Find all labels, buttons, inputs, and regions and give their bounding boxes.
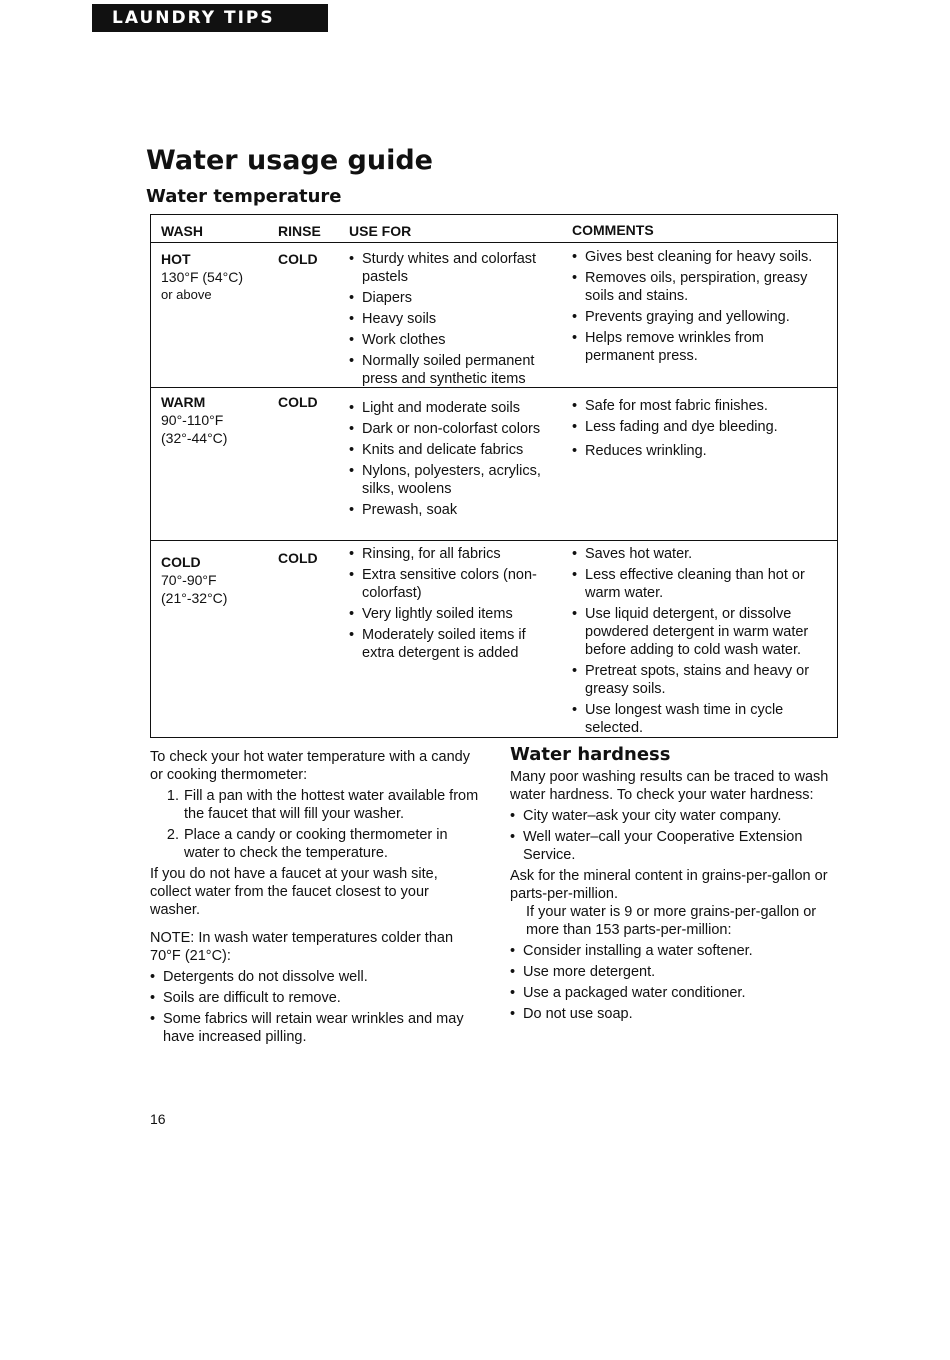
list-item: • Very lightly soiled items (349, 605, 561, 623)
list-item: • Safe for most fabric finishes. (572, 397, 834, 415)
list-item: • Nylons, polyesters, acrylics, silks, woolens (349, 462, 559, 498)
header-use-for: USE FOR (349, 223, 412, 239)
use-for-list (349, 250, 559, 391)
page-title: Water usage guide (146, 145, 433, 176)
table-row-hot-wash (161, 250, 271, 304)
list-item: • Dark or non-colorfast colors (349, 420, 559, 438)
wash-temp-f: 90°-110°F (161, 412, 224, 428)
table-divider (151, 387, 837, 388)
intro-text: Many poor washing results can be traced to wash water hardness. To check your water hardness: (510, 769, 829, 803)
list-item: • Soils are difficult to remove. (150, 989, 480, 1007)
comments-list (572, 397, 834, 463)
table-divider (151, 540, 837, 541)
list-item: • Prewash, soak (349, 501, 559, 519)
wash-temp-f: 70°-90°F (161, 572, 217, 588)
use-for-list (349, 399, 559, 522)
list-item: • City water–ask your city water company. (510, 807, 840, 825)
list-item: • Moderately soiled items if extra detergent is added (349, 626, 561, 662)
note-text: NOTE: In wash water temperatures colder than 70°F (21°C): (150, 930, 454, 964)
list-item: • Use longest wash time in cycle selected. (572, 701, 834, 737)
wash-temp-c: (21°-32°C) (161, 590, 228, 606)
list-item: • Rinsing, for all fabrics (349, 545, 561, 563)
list-item: • Diapers (349, 289, 559, 307)
note-bullets (150, 968, 480, 1046)
list-item: • Prevents graying and yellowing. (572, 308, 834, 326)
table-row-cold-wash (161, 553, 271, 607)
water-temperature-table (150, 214, 838, 738)
condition-text: If your water is 9 or more grains-per-gallon or more than 153 parts-per-million: (526, 904, 817, 938)
list-item: • Extra sensitive colors (non-colorfast) (349, 566, 561, 602)
list-item: • Gives best cleaning for heavy soils. (572, 248, 834, 266)
page-number: 16 (150, 1111, 166, 1127)
remedy-list (510, 942, 840, 1023)
steps-list (150, 787, 480, 862)
wash-temp-c: (32°-44°C) (161, 430, 228, 446)
list-item: • Pretreat spots, stains and heavy or greasy soils. (572, 662, 834, 698)
wash-temp-c: or above (161, 287, 212, 302)
wash-label: HOT (161, 251, 191, 267)
after-text: If you do not have a faucet at your wash site, collect water from the faucet closest to your washer. (150, 866, 438, 918)
list-item: • Saves hot water. (572, 545, 834, 563)
header-comments: COMMENTS (572, 222, 654, 238)
list-item: 1. Fill a pan with the hottest water available from the faucet that will fill your washer. (183, 787, 480, 823)
thermometer-instructions (150, 748, 480, 1049)
intro-text: To check your hot water temperature with a candy or cooking thermometer: (150, 749, 470, 783)
list-item: • Less effective cleaning than hot or warm water. (572, 566, 834, 602)
wash-label: COLD (161, 554, 201, 570)
list-item: • Do not use soap. (510, 1005, 840, 1023)
use-for-list (349, 545, 561, 665)
list-item: • Normally soiled permanent press and synthetic items (349, 352, 559, 388)
wash-temp-f: 130°F (54°C) (161, 269, 244, 285)
rinse-value: COLD (278, 251, 318, 267)
header-wash: WASH (161, 223, 203, 239)
section-heading: Water hardness (510, 744, 671, 765)
header-rinse: RINSE (278, 223, 321, 239)
list-item: • Use liquid detergent, or dissolve powdered detergent in warm water before adding to cold wash water. (572, 605, 834, 659)
table-divider (151, 242, 837, 243)
list-item: • Use a packaged water conditioner. (510, 984, 840, 1002)
list-item: • Heavy soils (349, 310, 559, 328)
list-item: • Light and moderate soils (349, 399, 559, 417)
section-subtitle: Water temperature (146, 186, 342, 207)
water-hardness-section (510, 746, 840, 1026)
rinse-value: COLD (278, 394, 318, 410)
list-item: • Work clothes (349, 331, 559, 349)
section-banner: LAUNDRY TIPS (92, 4, 328, 32)
table-row-warm-wash (161, 393, 271, 447)
list-item: • Use more detergent. (510, 963, 840, 981)
list-item: • Some fabrics will retain wear wrinkles and may have increased pilling. (150, 1010, 480, 1046)
list-item: • Sturdy whites and colorfast pastels (349, 250, 559, 286)
comments-list (572, 545, 834, 740)
list-item: • Knits and delicate fabrics (349, 441, 559, 459)
list-item: 2. Place a candy or cooking thermometer in water to check the temperature. (183, 826, 480, 862)
list-item: • Helps remove wrinkles from permanent press. (572, 329, 834, 365)
list-item: • Well water–call your Cooperative Extension Service. (510, 828, 840, 864)
list-item: • Detergents do not dissolve well. (150, 968, 480, 986)
list-item: • Removes oils, perspiration, greasy soils and stains. (572, 269, 834, 305)
comments-list (572, 248, 834, 368)
water-source-list (510, 807, 840, 864)
list-item: • Less fading and dye bleeding. (572, 418, 834, 436)
rinse-value: COLD (278, 550, 318, 566)
list-item: • Reduces wrinkling. (572, 442, 834, 460)
list-item: • Consider installing a water softener. (510, 942, 840, 960)
ask-text: Ask for the mineral content in grains-per-gallon or parts-per-million. (510, 868, 828, 902)
wash-label: WARM (161, 394, 206, 410)
